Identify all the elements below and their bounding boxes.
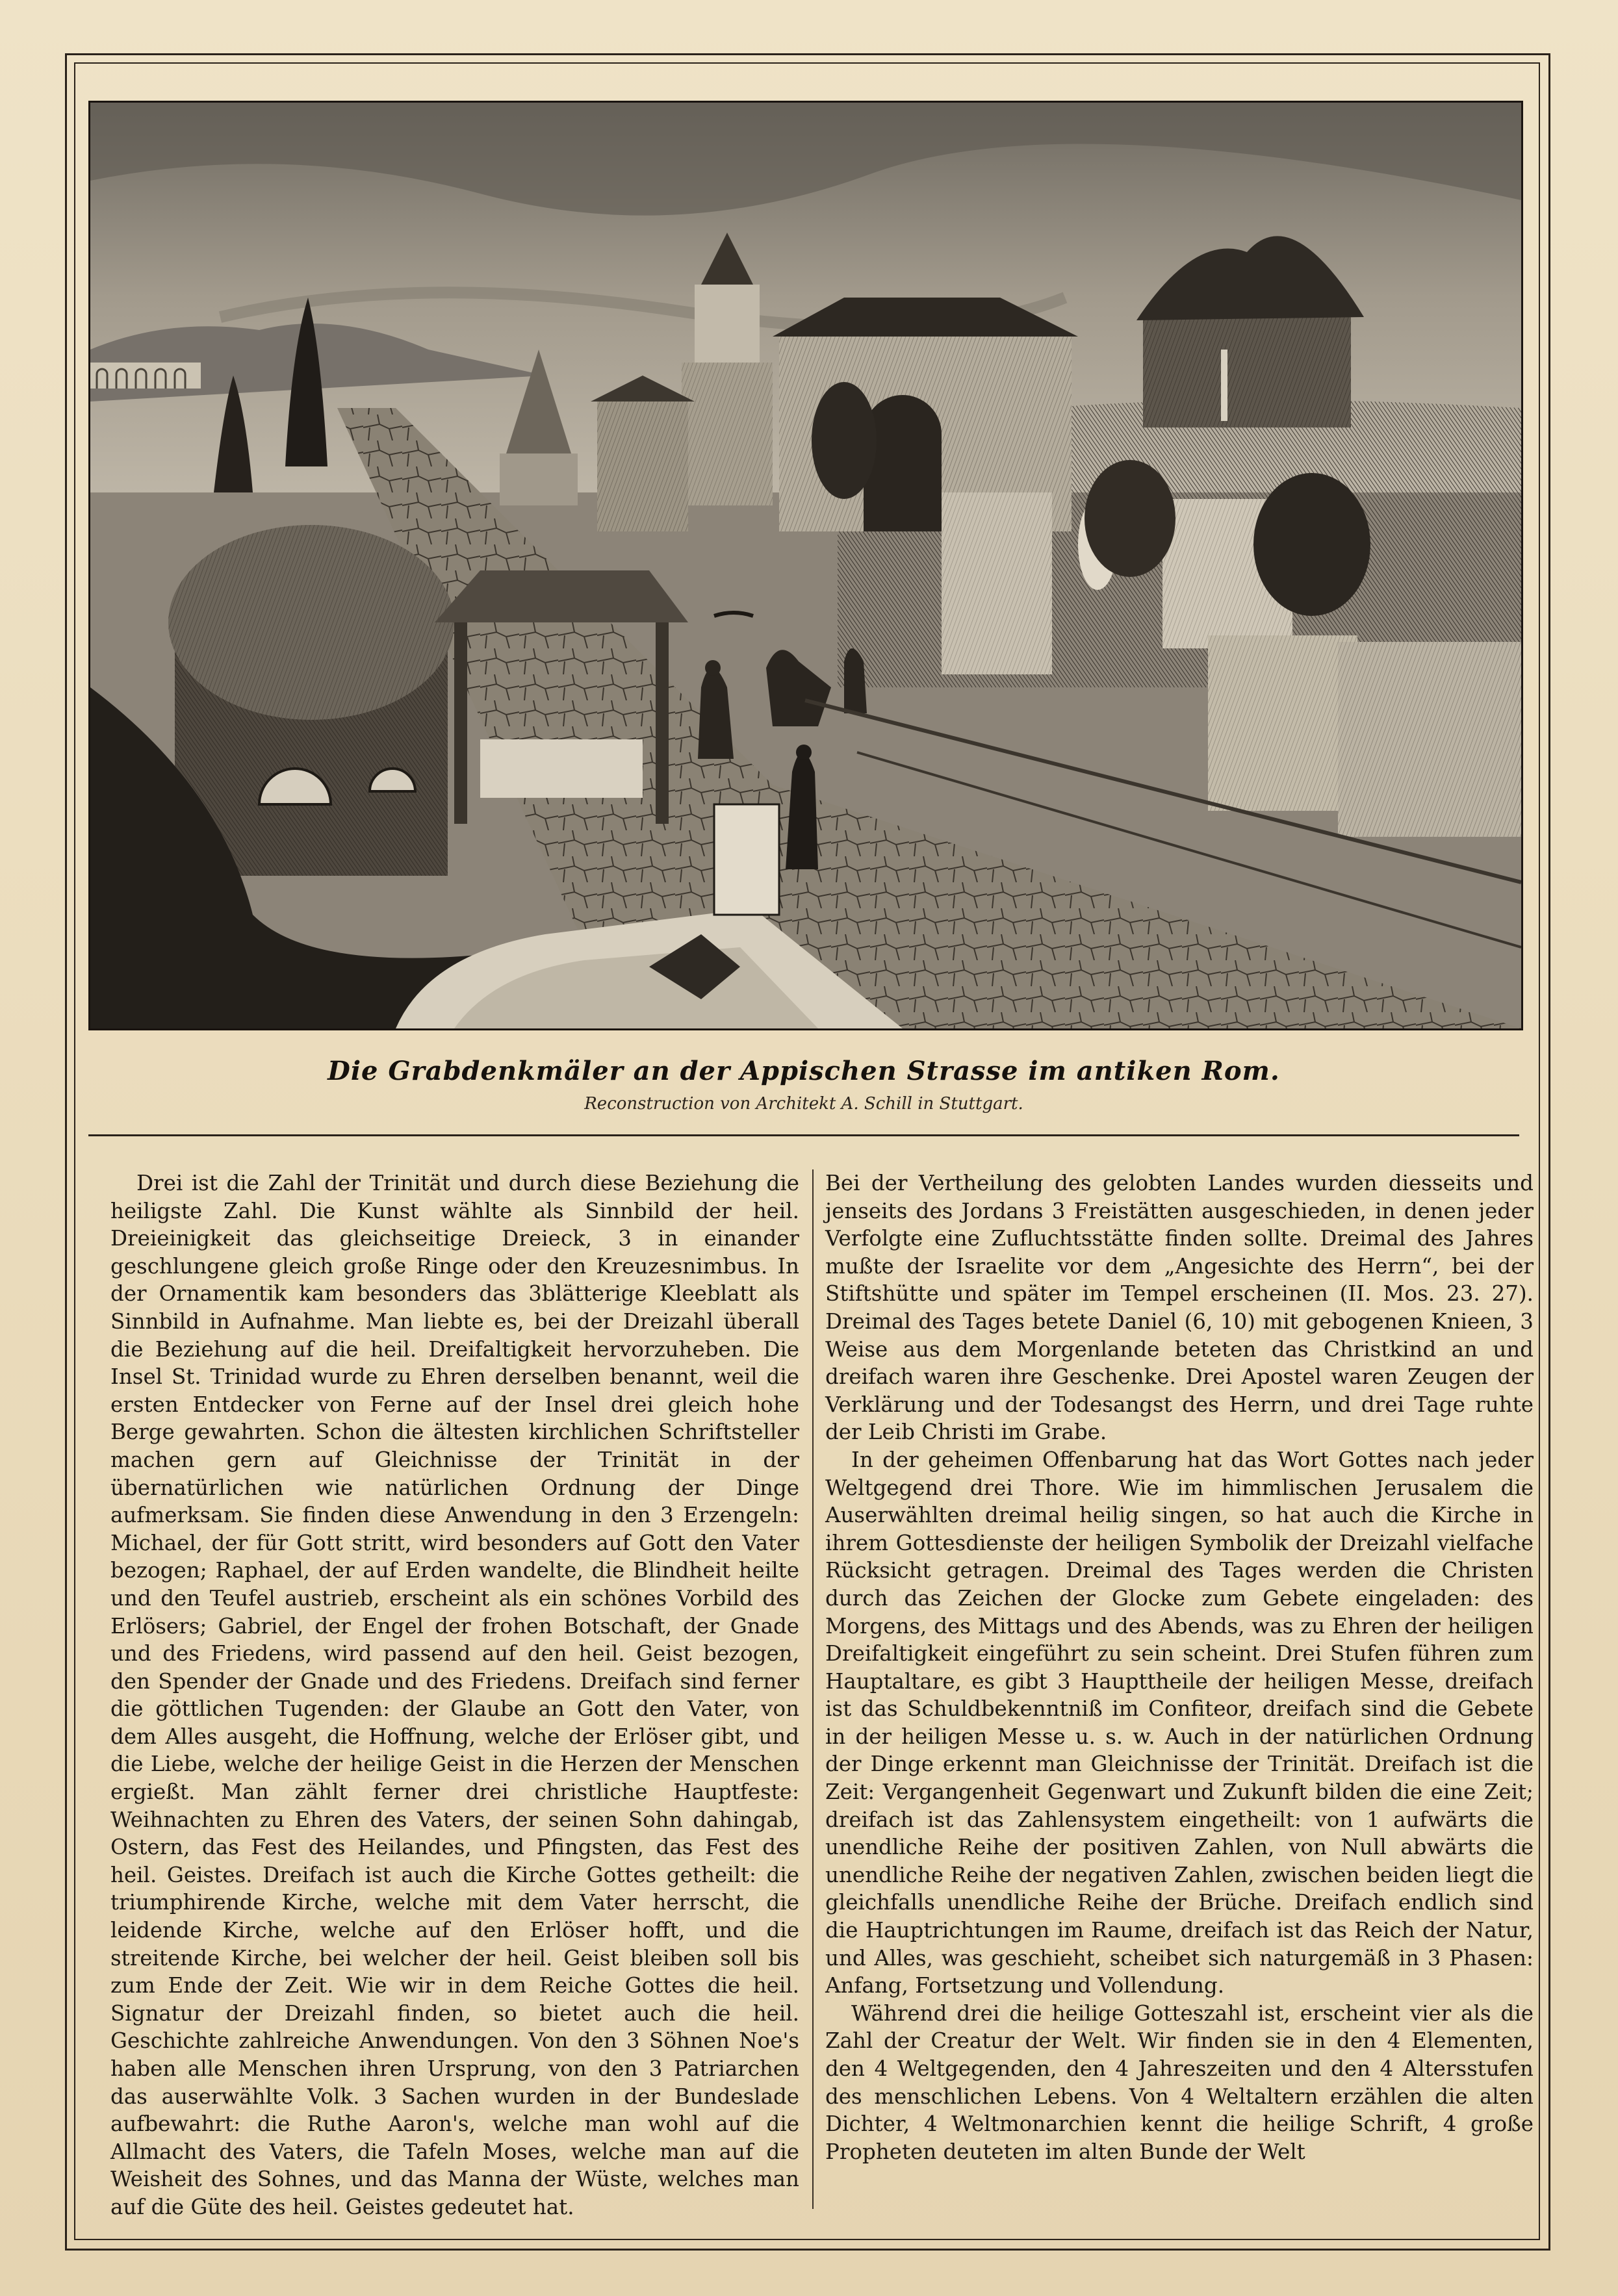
- paragraph: Während drei die heilige Gotteszahl ist, erscheint vier als die Zahl der Creatur der Welt. Wir finden sie in den 4 Elementen, den 4 Weltgegenden, den 4 Jahreszeiten und den 4 Altersstufen des menschlichen Lebens. Von 4 Weltaltern erzählen die alten Dichter, 4 Weltmonarchien kennt die heilige Schrift, 4 große Propheten deuteten im alten Bunde der Welt: [825, 2000, 1534, 2164]
- paragraph: In der geheimen Offenbarung hat das Wort Gottes nach jeder Weltgegend drei Thore. Wie im himmlischen Jerusalem die Auserwählten dreimal heilig singen, so hat auch die Kirche in ihrem Gottesdienste der heiligen Symbolik der Dreizahl vielfache Rücksicht getragen. Dreimal des Tages werden die Christen durch das Zeichen der Glocke zum Gebete eingeladen: des Morgens, des Mittags und des Abends, was zu Ehren der heiligen Dreifaltigkeit eingeführt zu sein scheint. Drei Stufen führen zum Hauptaltare, es gibt 3 Haupttheile der heiligen Messe, dreifach ist das Schuldbekenntniß im Confiteor, dreifach sind die Gebete in der heiligen Messe u. s. w. Auch in der natürlichen Ordnung der Dinge erkennt man Gleichnisse der Trinität. Dreifach ist die Zeit: Vergangenheit Gegenwart und Zukunft bilden die eine Zeit; dreifach ist das Zahlensystem eingetheilt: von 1 aufwärts die unendliche Reihe der positiven Zahlen, von Null abwärts die unendliche Reihe der negativen Zahlen, zwischen beiden liegt die gleichfalls unendliche Reihe der Brüche. Dreifach endlich sind die Hauptrichtungen im Raume, dreifach ist das Reich der Natur, und Alles, was geschieht, scheibet sich naturgemäß in 3 Phasen: Anfang, Fortsetzung und Vollendung.: [825, 1447, 1534, 1998]
- engraving-illustration: [88, 101, 1523, 1030]
- caption: [88, 1056, 1519, 1114]
- caption-title: Die Grabdenkmäler an der Appischen Strasse im antiken Rom.: [327, 1056, 1280, 1086]
- column-divider: [812, 1169, 814, 2209]
- caption-subtitle: Reconstruction von Architekt A. Schill in Stuttgart.: [584, 1094, 1023, 1114]
- appian-way-engraving: [90, 103, 1521, 1028]
- paragraph: Bei der Vertheilung des gelobten Landes wurden diesseits und jenseits des Jordans 3 Freistätten ausgeschieden, in denen jeder Verfolgte eine Zufluchtsstätte finden sollte. Dreimal des Jahres mußte der Israelite vor dem „Angesichte des Herrn“, bei der Stiftshütte und später im Tempel erscheinen (II. Mos. 23. 27). Dreimal des Tages betete Daniel (6, 10) mit gebogenen Knieen, 3 Weise aus dem Morgenlande beteten das Christkind an und dreifach waren ihre Geschenke. Drei Apostel waren Zeugen der Verklärung und der Todesangst des Herrn, und drei Tage ruhte der Leib Christi im Grabe.: [825, 1171, 1534, 1445]
- caption-rule: [88, 1134, 1519, 1136]
- right-column: [825, 1169, 1534, 2165]
- paragraph: Drei ist die Zahl der Trinität und durch diese Beziehung die heiligste Zahl. Die Kunst wählte als Sinnbild der heil. Dreieinigkeit das gleichseitige Dreieck, 3 in einander geschlungene gleich große Ringe oder den Kreuzesnimbus. In der Ornamentik kam besonders das 3blätterige Kleeblatt als Sinnbild in Aufnahme. Man liebte es, bei der Dreizahl überall die Beziehung auf die heil. Dreifaltigkeit hervorzuheben. Die Insel St. Trinidad wurde zu Ehren derselben benannt, weil die ersten Entdecker von Ferne auf der Insel drei gleich hohe Berge gewahrten. Schon die ältesten kirchlichen Schriftsteller machen gern auf Gleichnisse der Trinität in der übernatürlichen wie natürlichen Ordnung der Dinge aufmerksam. Sie finden diese Anwendung in den 3 Erzengeln: Michael, der für Gott stritt, wird besonders auf Gott den Vater bezogen; Raphael, der auf Erden wandelte, die Blindheit heilte und den Teufel austrieb, erscheint als ein schönes Vorbild des Erlösers; Gabriel, der Engel der frohen Botschaft, der Gnade und des Friedens, wird passend auf den heil. Geist bezogen, den Spender der Gnade und des Friedens. Dreifach sind ferner die göttlichen Tugenden: der Glaube an Gott den Vater, von dem Alles ausgeht, die Hoffnung, welche der Erlöser gibt, und die Liebe, welche der heilige Geist in die Herzen der Menschen ergießt. Man zählt ferner drei christliche Hauptfeste: Weihnachten zu Ehren des Vaters, der seinen Sohn dahingab, Ostern, das Fest des Heilandes, und Pfingsten, das Fest des heil. Geistes. Dreifach ist auch die Kirche Gottes getheilt: die triumphirende Kirche, welche mit dem Vater herrscht, die leidende Kirche, welche auf den Erlöser hofft, und die streitende Kirche, bei welcher der heil. Geist bleiben soll bis zum Ende der Zeit. Wie wir in dem Reiche Gottes die heil. Signatur der Dreizahl finden, so bietet auch die heil. Geschichte zahlreiche Anwendungen. Von den 3 Söhnen Noe's haben alle Menschen ihren Ursprung, von den 3 Patriarchen das auserwählte Volk. 3 Sachen wurden in der Bundeslade aufbewahrt: die Ruthe Aaron's, welche man wohl auf die Allmacht des Vaters, die Tafeln Moses, welche man auf die Weisheit des Sohnes, und das Manna der Wüste, welches man auf die Güte des heil. Geistes gedeutet hat.: [110, 1171, 799, 2219]
- left-column: [110, 1169, 799, 2221]
- square-tomb: [591, 376, 695, 531]
- aqueduct: [90, 363, 201, 389]
